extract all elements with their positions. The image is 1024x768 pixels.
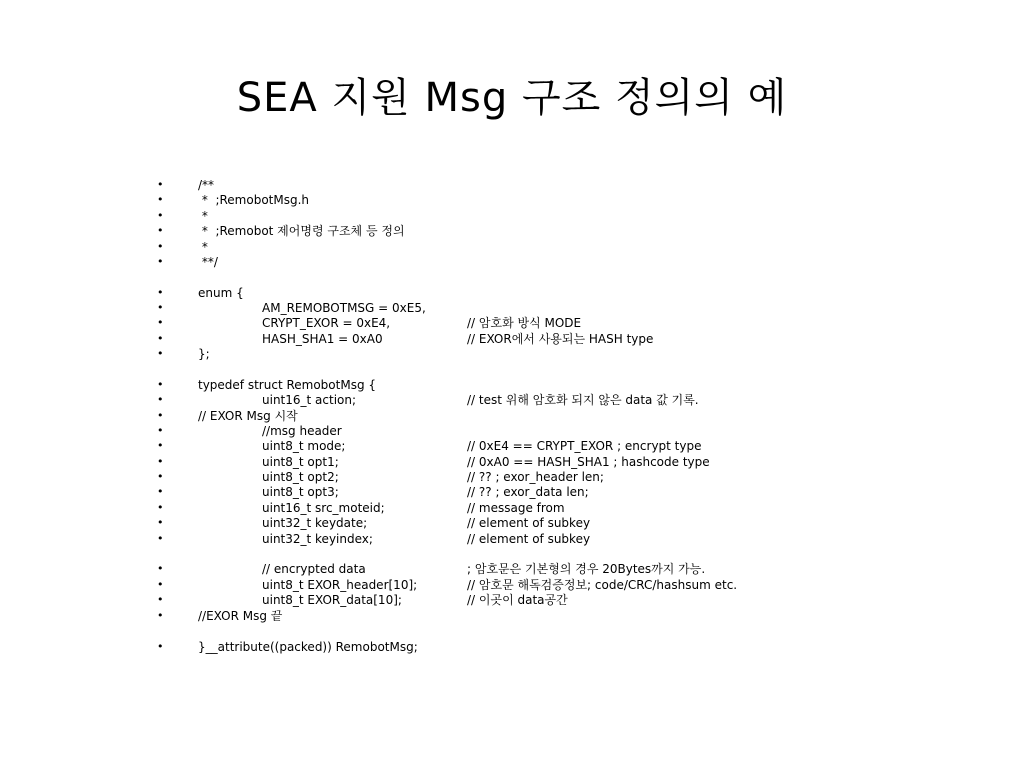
code-comment: // 0xA0 == HASH_SHA1 ; hashcode type [467,455,710,469]
code-text: uint8_t opt2; [262,470,339,484]
code-text: * ;Remobot 제어명령 구조체 등 정의 [198,224,405,238]
code-text: * [198,240,208,254]
bullet-marker: • [157,301,164,314]
bullet-marker: • [157,424,164,437]
bullet-marker: • [157,593,164,606]
code-text: uint16_t action; [262,393,357,407]
code-text: /** [198,178,215,192]
code-line [0,438,1024,454]
code-line [0,177,1024,193]
code-text: **/ [198,255,218,269]
bullet-marker: • [157,532,164,545]
code-text: uint8_t opt3; [262,485,339,499]
code-line [0,515,1024,531]
code-text: HASH_SHA1 = 0xA0 [262,332,383,346]
bullet-marker: • [157,347,164,360]
code-comment: ; 암호문은 기본형의 경우 20Bytes까지 가능. [467,562,706,576]
bullet-marker: • [157,439,164,452]
code-line [0,500,1024,516]
code-line [0,484,1024,500]
code-comment: // 0xE4 == CRYPT_EXOR ; encrypt type [467,439,702,453]
bullet-marker: • [157,224,164,237]
code-comment: // element of subkey [467,532,591,546]
code-comment: // element of subkey [467,516,591,530]
code-comment: // 이곳이 data공간 [467,593,568,607]
code-text: uint32_t keydate; [262,516,368,530]
code-line [0,331,1024,347]
code-line [0,561,1024,577]
bullet-marker: • [157,316,164,329]
bullet-marker: • [157,240,164,253]
code-line [0,208,1024,224]
code-comment: // 암호화 방식 MODE [467,316,582,330]
code-comment: // 암호문 해독검증정보; code/CRC/hashsum etc. [467,578,738,592]
bullet-marker: • [157,470,164,483]
bullet-marker: • [157,409,164,422]
bullet-marker: • [157,209,164,222]
code-text: }__attribute((packed)) RemobotMsg; [198,640,418,654]
code-text: uint8_t EXOR_header[10]; [262,578,418,592]
code-line [0,423,1024,439]
code-comment: // message from [467,501,565,515]
code-text: // EXOR Msg 시작 [198,409,298,423]
code-line [0,592,1024,608]
code-line [0,377,1024,393]
bullet-marker: • [157,178,164,191]
code-text: //msg header [262,424,342,438]
code-text: * ;RemobotMsg.h [198,193,310,207]
bullet-marker: • [157,501,164,514]
code-text: uint32_t keyindex; [262,532,373,546]
code-line [0,469,1024,485]
code-line [0,315,1024,331]
code-text: // encrypted data [262,562,366,576]
bullet-marker: • [157,609,164,622]
bullet-marker: • [157,193,164,206]
code-text: uint8_t mode; [262,439,346,453]
bullet-marker: • [157,255,164,268]
code-line [0,285,1024,301]
code-line [0,300,1024,316]
bullet-marker: • [157,286,164,299]
code-comment: // EXOR에서 사용되는 HASH type [467,332,654,346]
code-text: AM_REMOBOTMSG = 0xE5, [262,301,426,315]
bullet-marker: • [157,562,164,575]
code-text: //EXOR Msg 끝 [198,609,283,623]
code-text: typedef struct RemobotMsg { [198,378,377,392]
code-comment: // test 위해 암호화 되지 않은 data 값 기록. [467,393,699,407]
code-comment: // ?? ; exor_header len; [467,470,604,484]
bullet-marker: • [157,485,164,498]
code-text: * [198,209,208,223]
code-line [0,254,1024,270]
code-line [0,192,1024,208]
code-text: uint8_t EXOR_data[10]; [262,593,402,607]
code-line [0,639,1024,655]
bullet-marker: • [157,332,164,345]
code-text: uint16_t src_moteid; [262,501,385,515]
code-line [0,608,1024,624]
bullet-marker: • [157,455,164,468]
bullet-marker: • [157,516,164,529]
code-line [0,392,1024,408]
bullet-marker: • [157,578,164,591]
code-text: uint8_t opt1; [262,455,339,469]
code-line [0,454,1024,470]
bullet-marker: • [157,378,164,391]
slide-title: SEA 지원 Msg 구조 정의의 예 [236,75,788,121]
code-text: }; [198,347,210,361]
code-text: enum { [198,286,244,300]
code-line [0,223,1024,239]
code-line [0,239,1024,255]
code-line [0,577,1024,593]
bullet-marker: • [157,640,164,653]
code-line [0,346,1024,362]
code-line [0,408,1024,424]
code-text: CRYPT_EXOR = 0xE4, [262,316,391,330]
code-line [0,531,1024,547]
bullet-marker: • [157,393,164,406]
code-comment: // ?? ; exor_data len; [467,485,589,499]
